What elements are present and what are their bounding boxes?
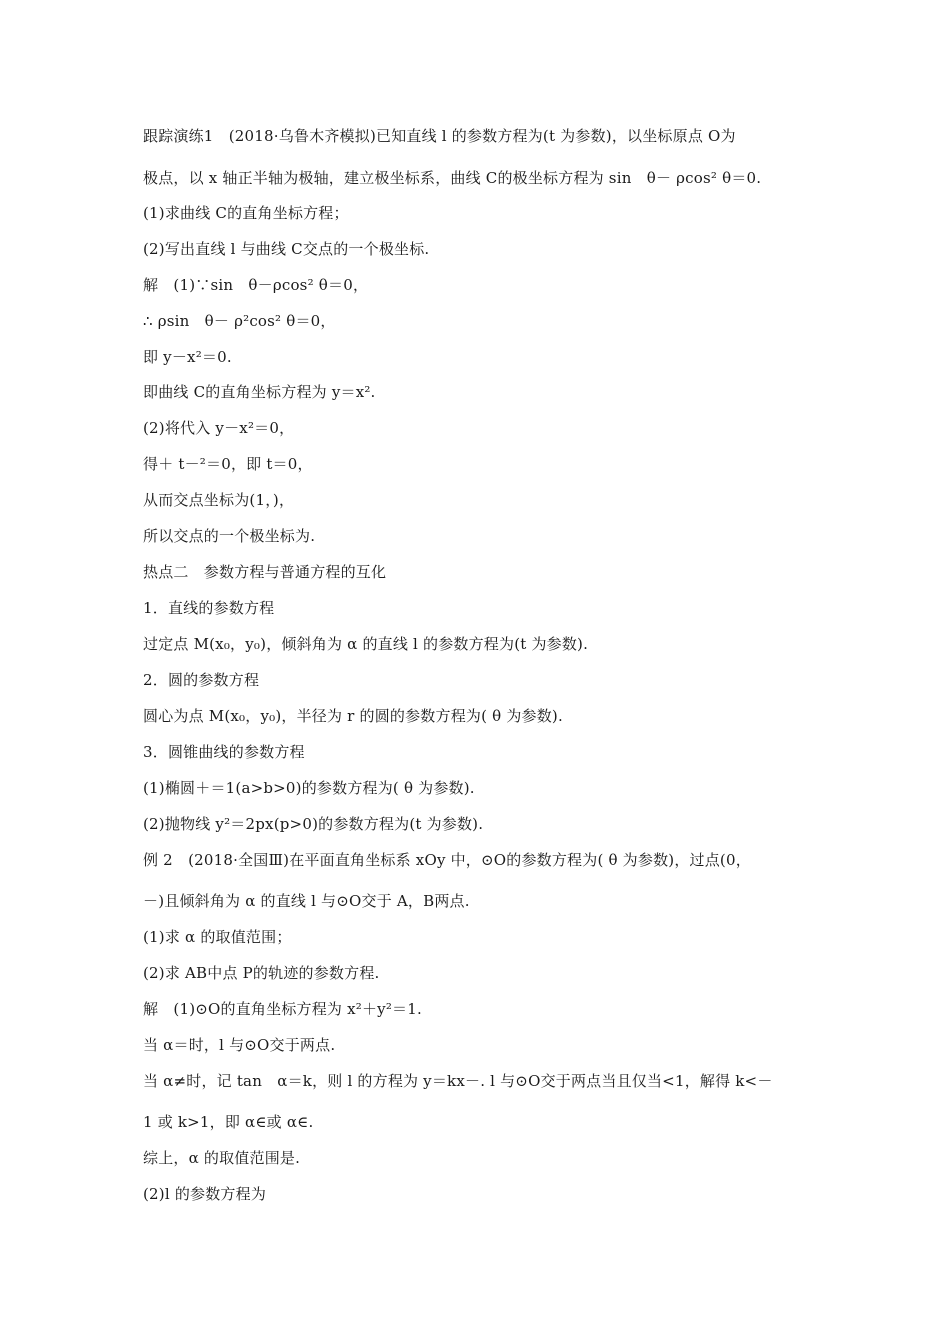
text-line: (1)求 α 的取值范围； bbox=[143, 928, 292, 946]
text-line: 解 (1)∵sin θ－ρcos² θ＝0， bbox=[143, 276, 369, 294]
text-line: (1)求曲线 C的直角坐标方程； bbox=[143, 204, 349, 222]
text-line: (2)写出直线 l 与曲线 C交点的一个极坐标. bbox=[143, 240, 430, 258]
text-line: －)且倾斜角为 α 的直线 l 与⊙O交于 A，B两点. bbox=[143, 892, 470, 910]
text-line: 跟踪演练1 (2018·乌鲁木齐模拟)已知直线 l 的参数方程为(t 为参数)，以坐标原点 O为 bbox=[143, 127, 736, 145]
text-line: 圆心为点 M(x₀，y₀)，半径为 r 的圆的参数方程为( θ 为参数). bbox=[143, 707, 563, 725]
text-line: 从而交点坐标为(1，)， bbox=[143, 491, 295, 509]
text-line: 过定点 M(x₀，y₀)，倾斜角为 α 的直线 l 的参数方程为(t 为参数). bbox=[143, 635, 589, 653]
text-line: 综上，α 的取值范围是. bbox=[143, 1149, 301, 1167]
text-line: 当 α≠时，记 tan α＝k，则 l 的方程为 y＝kx－. l 与⊙O交于两点当且仅当<1，解得 k<－ bbox=[143, 1072, 773, 1090]
section-heading: 热点二 参数方程与普通方程的互化 bbox=[143, 563, 387, 581]
text-line: 极点，以 x 轴正半轴为极轴，建立极坐标系，曲线 C的极坐标方程为 sin θ－ ρcos² θ＝0. bbox=[143, 169, 762, 187]
text-line: 解 (1)⊙O的直角坐标方程为 x²＋y²＝1. bbox=[143, 1000, 422, 1018]
text-line: (1)椭圆＋＝1(a>b>0)的参数方程为( θ 为参数). bbox=[143, 779, 475, 797]
text-line: 得＋ t－²＝0，即 t＝0， bbox=[143, 455, 313, 473]
text-line: (2)l 的参数方程为 bbox=[143, 1185, 267, 1203]
text-line: 当 α＝时，l 与⊙O交于两点. bbox=[143, 1036, 336, 1054]
text-line: (2)求 AB中点 P的轨迹的参数方程. bbox=[143, 964, 380, 982]
text-line: (2)抛物线 y²＝2px(p>0)的参数方程为(t 为参数). bbox=[143, 815, 484, 833]
text-line: (2)将代入 y－x²＝0， bbox=[143, 419, 295, 437]
text-line: 1．直线的参数方程 bbox=[143, 599, 275, 617]
text-line: ∴ ρsin θ－ ρ²cos² θ＝0， bbox=[143, 312, 336, 330]
text-line: 1 或 k>1，即 α∈或 α∈. bbox=[143, 1113, 314, 1131]
text-line: 即 y－x²＝0. bbox=[143, 348, 232, 366]
text-line: 例 2 (2018·全国Ⅲ)在平面直角坐标系 xOy 中，⊙O的参数方程为( θ 为参数)，过点(0， bbox=[143, 851, 751, 869]
text-line: 3．圆锥曲线的参数方程 bbox=[143, 743, 305, 761]
text-line: 2．圆的参数方程 bbox=[143, 671, 260, 689]
text-line: 即曲线 C的直角坐标方程为 y＝x². bbox=[143, 383, 376, 401]
text-line: 所以交点的一个极坐标为. bbox=[143, 527, 316, 545]
